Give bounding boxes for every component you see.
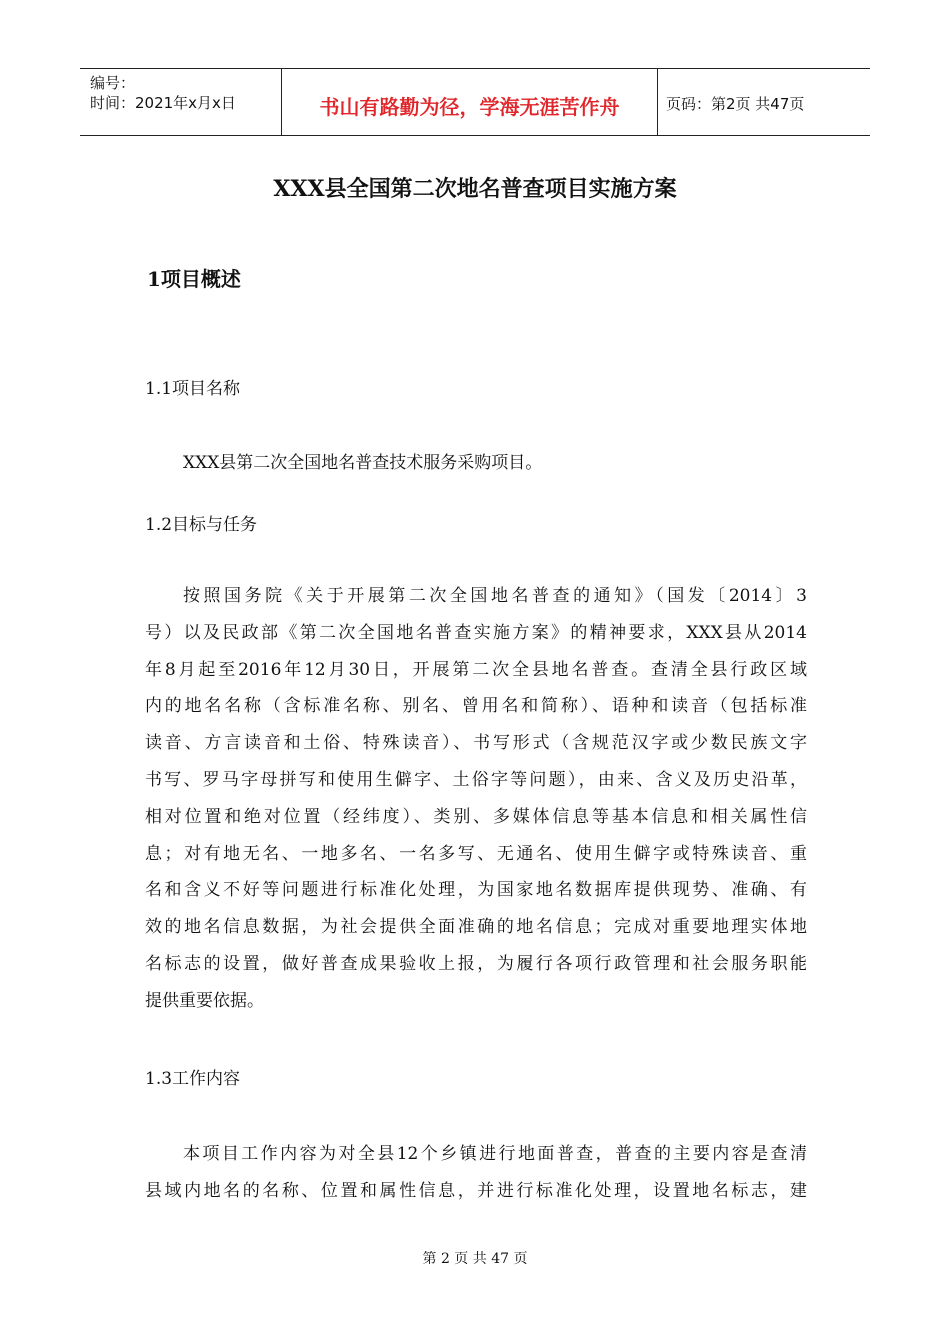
- paragraph-line: 号）以及民政部《第二次全国地名普查实施方案》的精神要求，XXX县从2014: [145, 622, 807, 643]
- paragraph-line: 名标志的设置，做好普查成果验收上报，为履行各项行政管理和社会服务职能: [145, 953, 807, 974]
- paragraph-line: 按照国务院《关于开展第二次全国地名普查的通知》（国发〔2014〕3: [183, 586, 807, 606]
- goals-paragraph: [145, 578, 807, 1020]
- paragraph-line: 县域内地名的名称、位置和属性信息，并进行标准化处理，设置地名标志，建: [145, 1180, 807, 1201]
- paragraph-line: 息；对有地无名、一地多名、一名多写、无通名、使用生僻字或特殊读音、重: [145, 843, 807, 864]
- header-page-info: 页码：第2页 共47页: [666, 95, 805, 113]
- document-number-label: 编号：: [90, 74, 136, 92]
- section-heading-overview: 1项目概述: [147, 267, 241, 291]
- page-footer: 第 2 页 共 47 页: [422, 1251, 528, 1267]
- document-title: XXX县全国第二次地名普查项目实施方案: [273, 176, 677, 202]
- paragraph-line: 本项目工作内容为对全县12个乡镇进行地面普查，普查的主要内容是查清: [183, 1144, 807, 1164]
- header-meta-cell: [80, 69, 282, 135]
- paragraph-line: 读音、方言读音和土俗、特殊读音）、书写形式（含规范汉字或少数民族文字: [145, 733, 807, 754]
- header-motto-cell: [282, 69, 658, 135]
- header-motto: 书山有路勤为径，学海无涯苦作舟: [319, 95, 620, 119]
- subsection-heading-work-content: 1.3工作内容: [145, 1069, 241, 1089]
- subsection-heading-project-name: 1.1项目名称: [145, 379, 241, 399]
- paragraph-line: 年8月起至2016年12月30日，开展第二次全县地名普查。查清全县行政区域: [145, 659, 807, 680]
- paragraph-line: 相对位置和绝对位置（经纬度）、类别、多媒体信息等基本信息和相关属性信: [145, 806, 807, 827]
- subsection-heading-goals: 1.2目标与任务: [145, 515, 258, 535]
- paragraph-line: 名和含义不好等问题进行标准化处理，为国家地名数据库提供现势、准确、有: [145, 880, 807, 901]
- document-time-label: 时间：2021年x月x日: [90, 94, 236, 112]
- paragraph-line: 提供重要依据。: [145, 990, 264, 1011]
- paragraph-line: XXX县第二次全国地名普查技术服务采购项目。: [183, 453, 543, 473]
- paragraph-line: 书写、罗马字母拼写和使用生僻字、土俗字等问题），由来、含义及历史沿革，: [145, 769, 807, 790]
- work-content-paragraph: [145, 1136, 807, 1210]
- document-header: [80, 68, 870, 136]
- paragraph-line: 内的地名名称（含标准名称、别名、曾用名和简称）、语种和读音（包括标准: [145, 696, 807, 717]
- project-name-paragraph: [145, 445, 807, 482]
- header-page-cell: [658, 69, 870, 135]
- paragraph-line: 效的地名信息数据，为社会提供全面准确的地名信息；完成对重要地理实体地: [145, 917, 807, 938]
